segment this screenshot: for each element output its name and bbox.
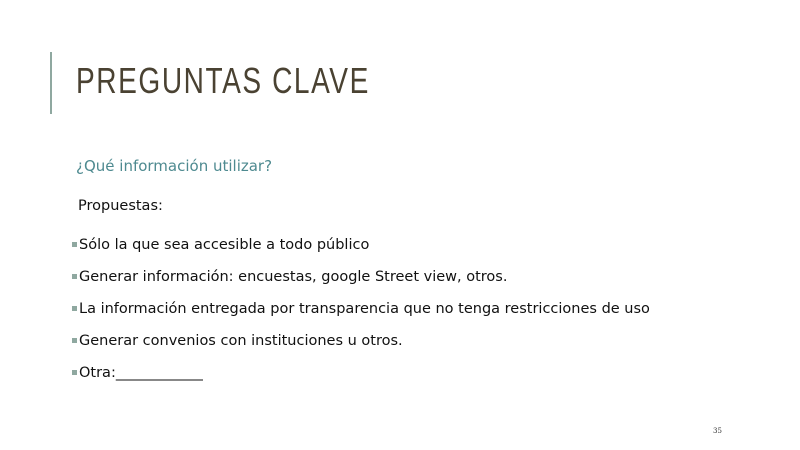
list-item-text: Generar convenios con instituciones u otros. <box>79 333 403 349</box>
square-bullet-icon <box>72 274 77 279</box>
proposals-heading: Propuestas: <box>78 198 163 214</box>
square-bullet-icon <box>72 370 77 375</box>
page-number: 35 <box>713 427 722 435</box>
square-bullet-icon <box>72 338 77 343</box>
slide-title: PREGUNTAS CLAVE <box>76 60 370 101</box>
square-bullet-icon <box>72 306 77 311</box>
title-accent-bar <box>50 52 52 114</box>
list-item <box>72 293 650 325</box>
list-item-text: Otra:____________ <box>79 365 203 381</box>
list-item-text: Sólo la que sea accesible a todo público <box>79 237 370 253</box>
list-item-text: La información entregada por transparencia que no tenga restricciones de uso <box>79 301 650 317</box>
list-item <box>72 357 650 389</box>
list-item <box>72 325 650 357</box>
list-item <box>72 261 650 293</box>
square-bullet-icon <box>72 242 77 247</box>
list-item-text: Generar información: encuestas, google Street view, otros. <box>79 269 508 285</box>
slide-subtitle: ¿Qué información utilizar? <box>76 157 273 175</box>
list-item <box>72 229 650 261</box>
proposals-list <box>72 229 650 389</box>
